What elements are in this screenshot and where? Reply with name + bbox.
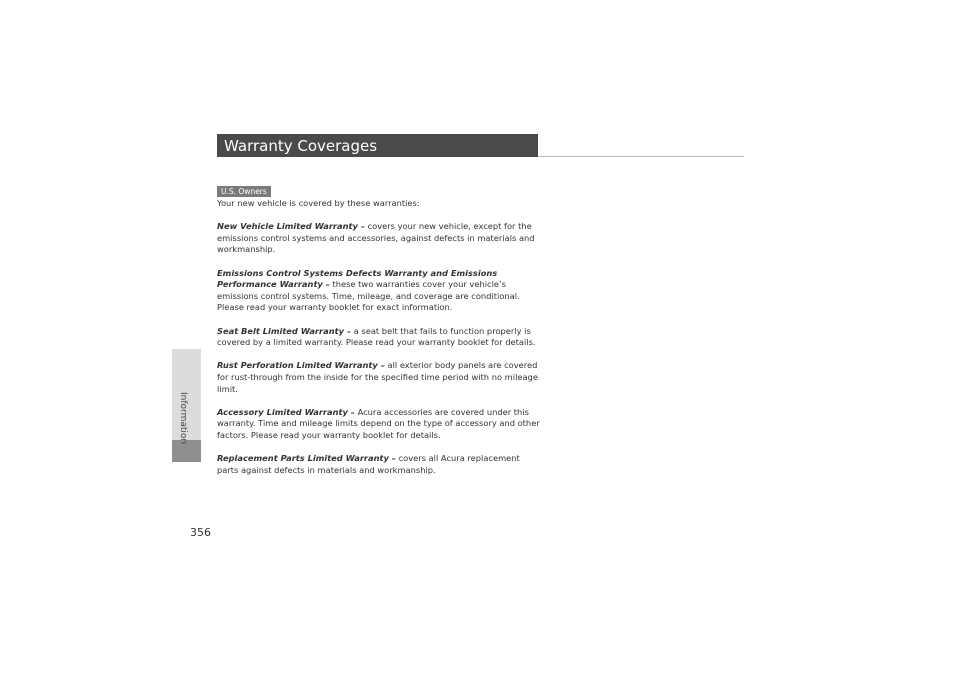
warranty-description: these two warranties cover your vehicle’s emissions control systems. Time, mileage, and coverage are conditional. Please read your warranty booklet for exact information. bbox=[217, 279, 520, 313]
warranty-description: a seat belt that fails to function properly is covered by a limited warranty. Please read your warranty booklet for details. bbox=[217, 325, 536, 348]
warranty-item bbox=[217, 221, 542, 256]
warranty-term: Replacement Parts Limited Warranty – bbox=[217, 453, 396, 464]
warranty-item bbox=[217, 268, 542, 314]
warranty-item bbox=[217, 326, 542, 349]
warranty-item bbox=[217, 407, 542, 442]
warranty-term: Accessory Limited Warranty – bbox=[217, 406, 355, 417]
warranty-description: all exterior body panels are covered for rust-through from the inside for the specified time period with no mileage limit. bbox=[217, 360, 538, 394]
warranty-item bbox=[217, 360, 542, 395]
warranty-list bbox=[217, 198, 542, 488]
warranty-description: covers all Acura replacement parts against defects in materials and workmanship. bbox=[217, 453, 520, 475]
warranty-term: Emissions Control Systems Defects Warranty and Emissions Performance Warranty – bbox=[217, 267, 498, 290]
warranty-term: Seat Belt Limited Warranty – bbox=[217, 325, 352, 336]
region-badge: U.S. Owners bbox=[217, 186, 271, 197]
intro-paragraph: Your new vehicle is covered by these warranties: bbox=[217, 198, 420, 208]
warranty-item bbox=[217, 453, 542, 476]
warranty-term: Rust Perforation Limited Warranty – bbox=[217, 360, 385, 371]
warranty-term: New Vehicle Limited Warranty – bbox=[217, 221, 365, 232]
warranty-description: Acura accessories are covered under this warranty. Time and mileage limits depend on the type of accessory and other factors. Please read your warranty booklet for details. bbox=[217, 406, 540, 440]
section-label: Information bbox=[178, 392, 188, 445]
heading-rule bbox=[538, 156, 744, 157]
page-title: Warranty Coverages bbox=[224, 137, 378, 155]
warranty-description: covers your new vehicle, except for the emissions control systems and accessories, against defects in materials and workmanship. bbox=[217, 221, 535, 255]
page-number: 356 bbox=[190, 526, 211, 539]
